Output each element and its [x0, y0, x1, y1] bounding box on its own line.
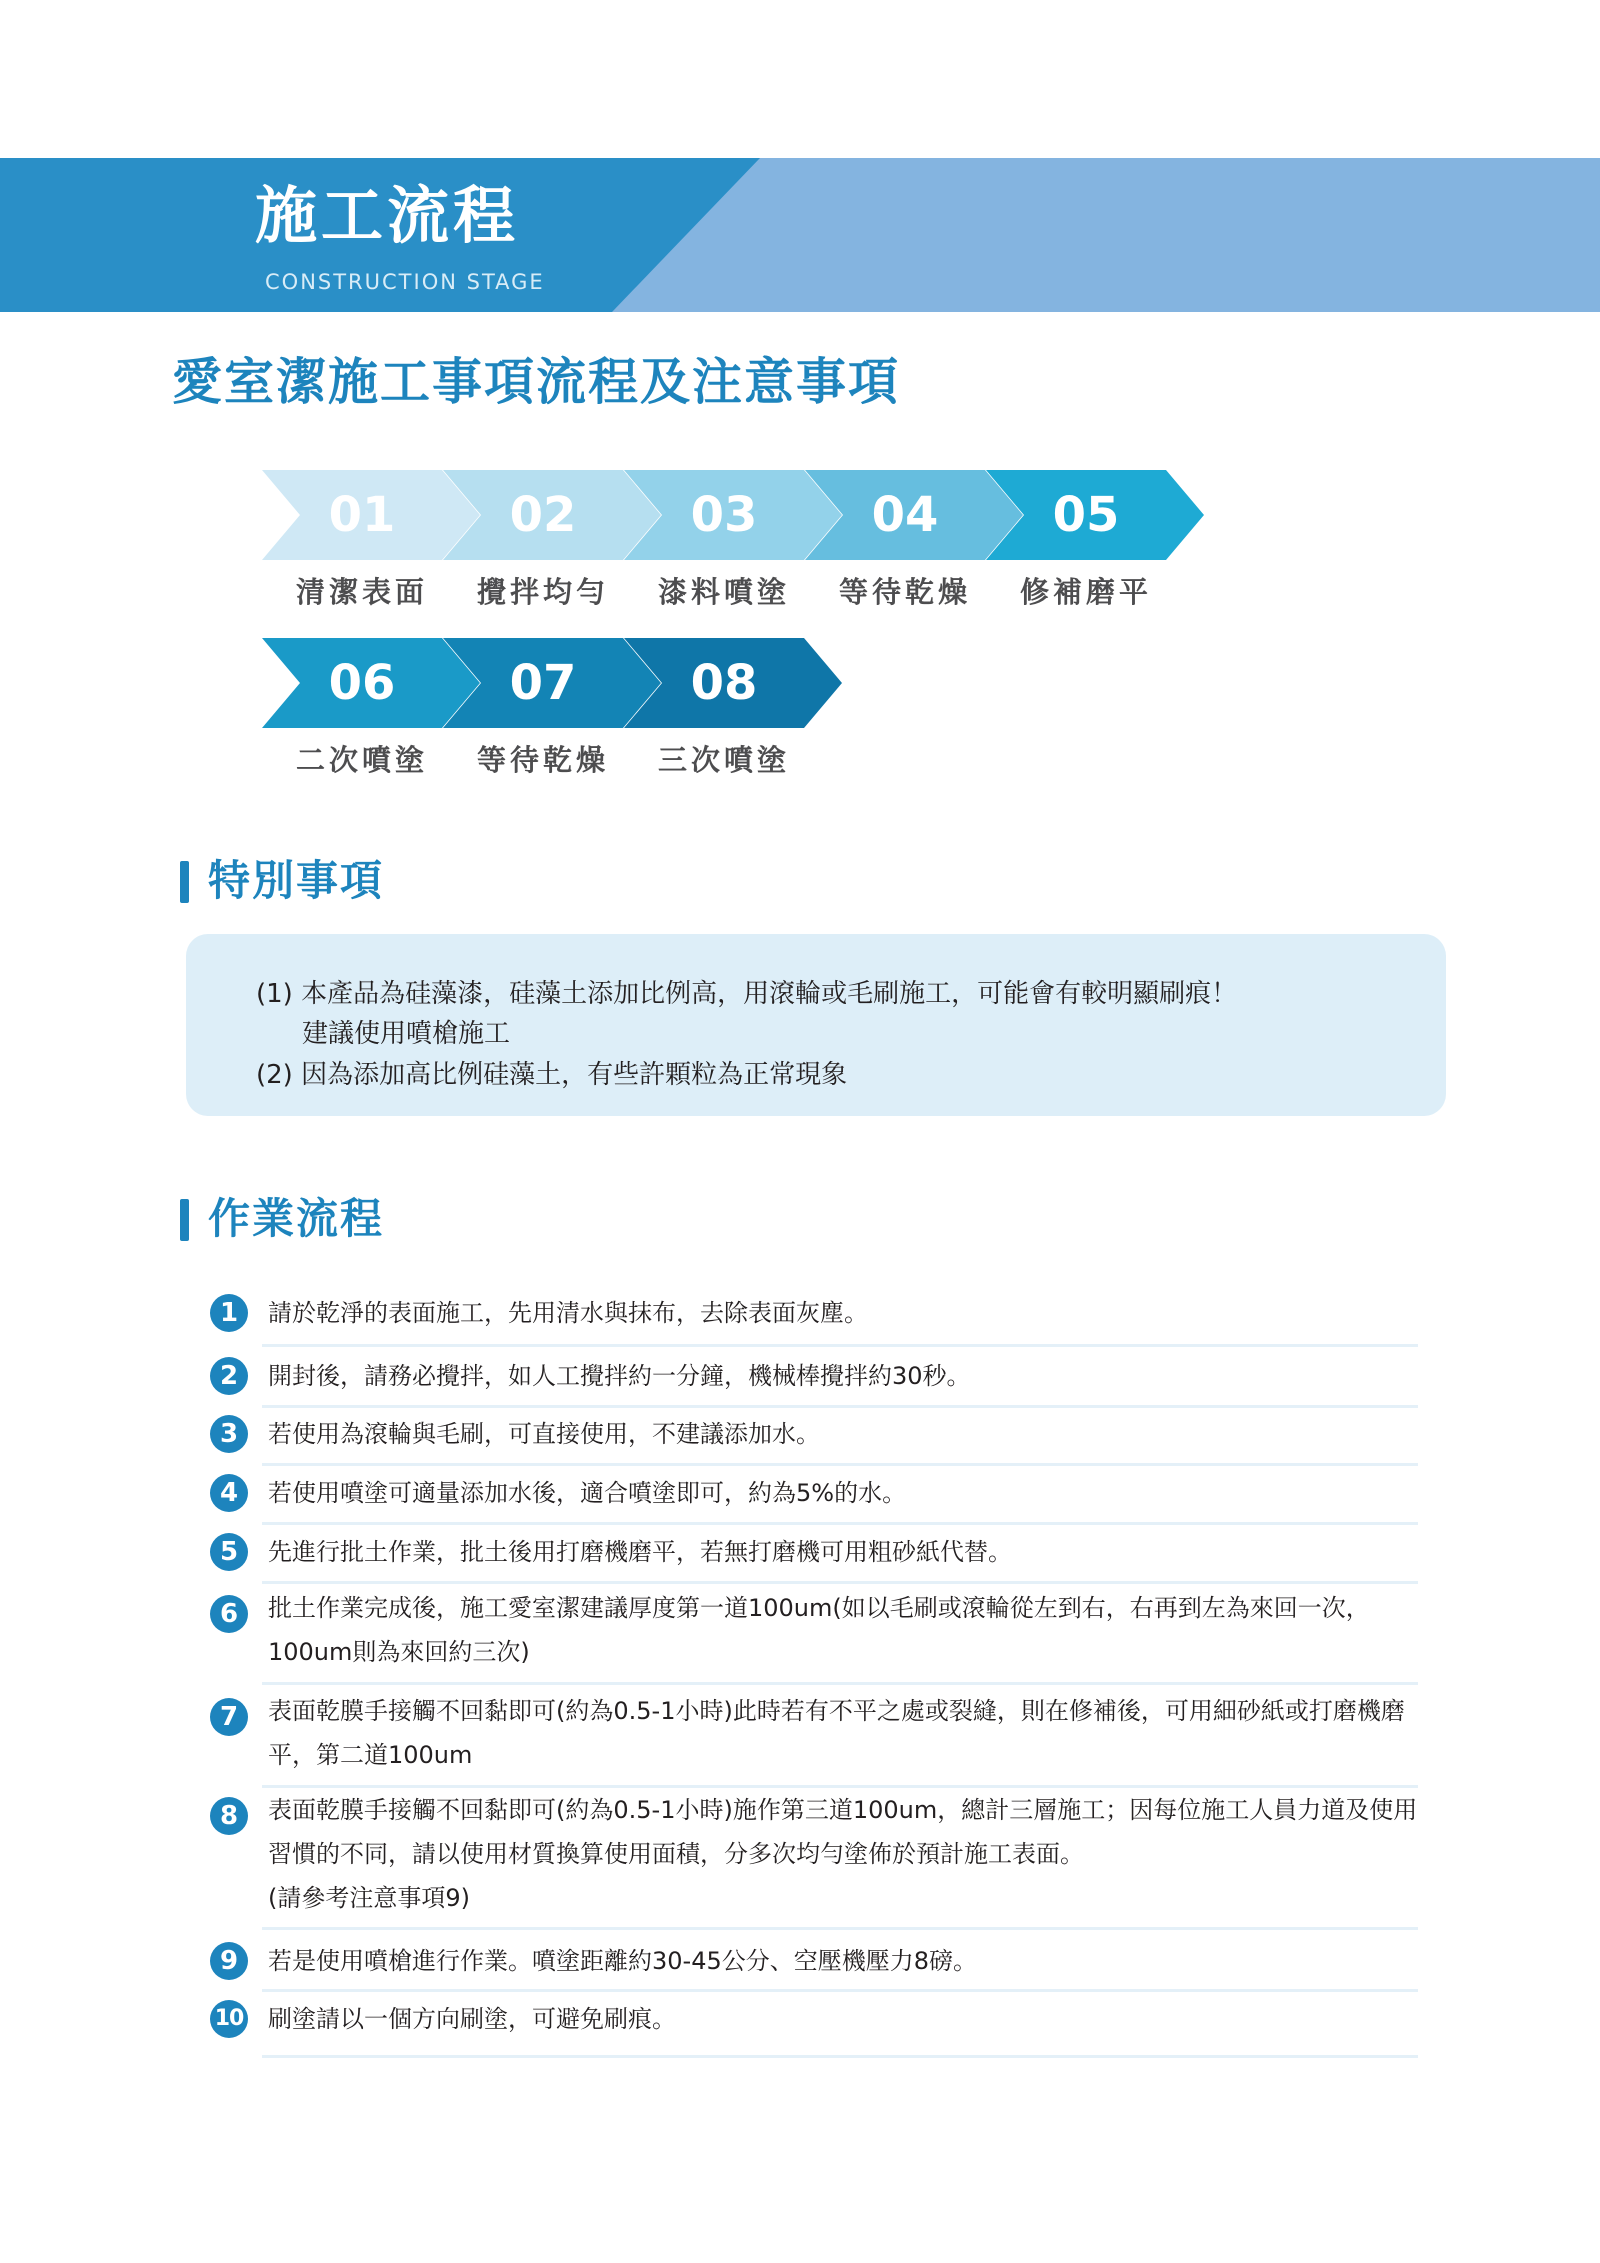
divider	[262, 1405, 1418, 1408]
process-text: 若是使用噴槍進行作業。噴塗距離約30-45公分、空壓機壓力8磅。	[268, 1947, 978, 1975]
note-line: 建議使用噴槍施工	[302, 1019, 511, 1049]
divider	[262, 1989, 1418, 1992]
step-number-badge: 2	[210, 1357, 248, 1395]
step-number-badge: 1	[210, 1294, 248, 1332]
process-text: 請於乾淨的表面施工，先用清水與抹布，去除表面灰塵。	[268, 1299, 868, 1327]
banner-background	[0, 158, 1600, 312]
step-number: 08	[690, 655, 758, 711]
process-text: 若使用噴塗可適量添加水後，適合噴塗即可，約為5%的水。	[268, 1479, 907, 1507]
step-label: 漆料噴塗	[657, 575, 790, 609]
step-number-badge: 6	[210, 1595, 248, 1633]
step-label: 等待乾燥	[476, 743, 609, 777]
step-08	[624, 638, 842, 777]
step-number: 04	[871, 487, 939, 543]
divider	[262, 1344, 1418, 1347]
step-number: 01	[328, 487, 396, 543]
step-number: 06	[328, 655, 396, 711]
process-text: 開封後，請務必攪拌，如人工攪拌約一分鐘，機械棒攪拌約30秒。	[268, 1362, 971, 1390]
step-number-badge: 5	[210, 1533, 248, 1571]
step-number: 07	[509, 655, 577, 711]
step-number: 05	[1052, 487, 1120, 543]
divider	[262, 1463, 1418, 1466]
process-text: 刷塗請以一個方向刷塗，可避免刷痕。	[268, 2005, 676, 2033]
step-label: 攪拌均勻	[476, 575, 609, 609]
banner-subtitle: CONSTRUCTION STAGE	[265, 270, 545, 294]
step-number: 03	[690, 487, 758, 543]
process-text: 先進行批土作業，批土後用打磨機磨平，若無打磨機可用粗砂紙代替。	[268, 1538, 1012, 1566]
divider	[262, 1522, 1418, 1525]
divider	[262, 1581, 1418, 1584]
step-number: 02	[509, 487, 577, 543]
step-number-badge: 3	[210, 1415, 248, 1453]
step-label: 清潔表面	[295, 575, 428, 609]
divider	[262, 2055, 1418, 2058]
step-number-badge: 4	[210, 1474, 248, 1512]
section-title: 作業流程	[208, 1194, 385, 1243]
step-label: 二次噴塗	[295, 743, 428, 777]
process-text: 表面乾膜手接觸不回黏即可(約為0.5-1小時)此時若有不平之處或裂縫，則在修補後，可用細砂紙或打磨機磨平，第二道100um	[268, 1697, 1405, 1769]
step-number-badge: 7	[210, 1698, 248, 1736]
step-number-badge: 9	[210, 1942, 248, 1980]
special-notes-box	[186, 934, 1446, 1116]
section-bar-marker	[180, 861, 189, 903]
banner-title: 施工流程	[255, 179, 520, 252]
process-text: 批土作業完成後，施工愛室潔建議厚度第一道100um(如以毛刷或滾輪從左到右，右再到左為來回一次，100um則為來回約三次)	[268, 1594, 1370, 1666]
header-banner	[0, 158, 1600, 312]
step-number-badge: 8	[210, 1797, 248, 1835]
step-label: 等待乾燥	[838, 575, 971, 609]
section-title: 特別事項	[208, 856, 385, 905]
process-text: 表面乾膜手接觸不回黏即可(約為0.5-1小時)施作第三道100um，總計三層施工；因每位施工人員力道及使用習慣的不同，請以使用材質換算使用面積，分多次均勻塗佈於預計施工表面。 (請參考注意事項9)	[268, 1796, 1418, 1912]
step-05	[986, 470, 1204, 609]
process-text: 若使用為滾輪與毛刷，可直接使用，不建議添加水。	[268, 1420, 820, 1448]
step-number-badge: 10	[210, 2000, 248, 2038]
note-line: (1) 本產品為硅藻漆，硅藻土添加比例高，用滾輪或毛刷施工，可能會有較明顯刷痕！	[256, 979, 1238, 1009]
page-title: 愛室潔施工事項流程及注意事項	[172, 353, 900, 411]
section-bar-marker	[180, 1199, 189, 1241]
step-label: 三次噴塗	[657, 743, 790, 777]
note-line: (2) 因為添加高比例硅藻土，有些許顆粒為正常現象	[256, 1060, 848, 1090]
step-label: 修補磨平	[1019, 575, 1152, 609]
divider	[262, 1927, 1418, 1930]
divider	[262, 1682, 1418, 1685]
